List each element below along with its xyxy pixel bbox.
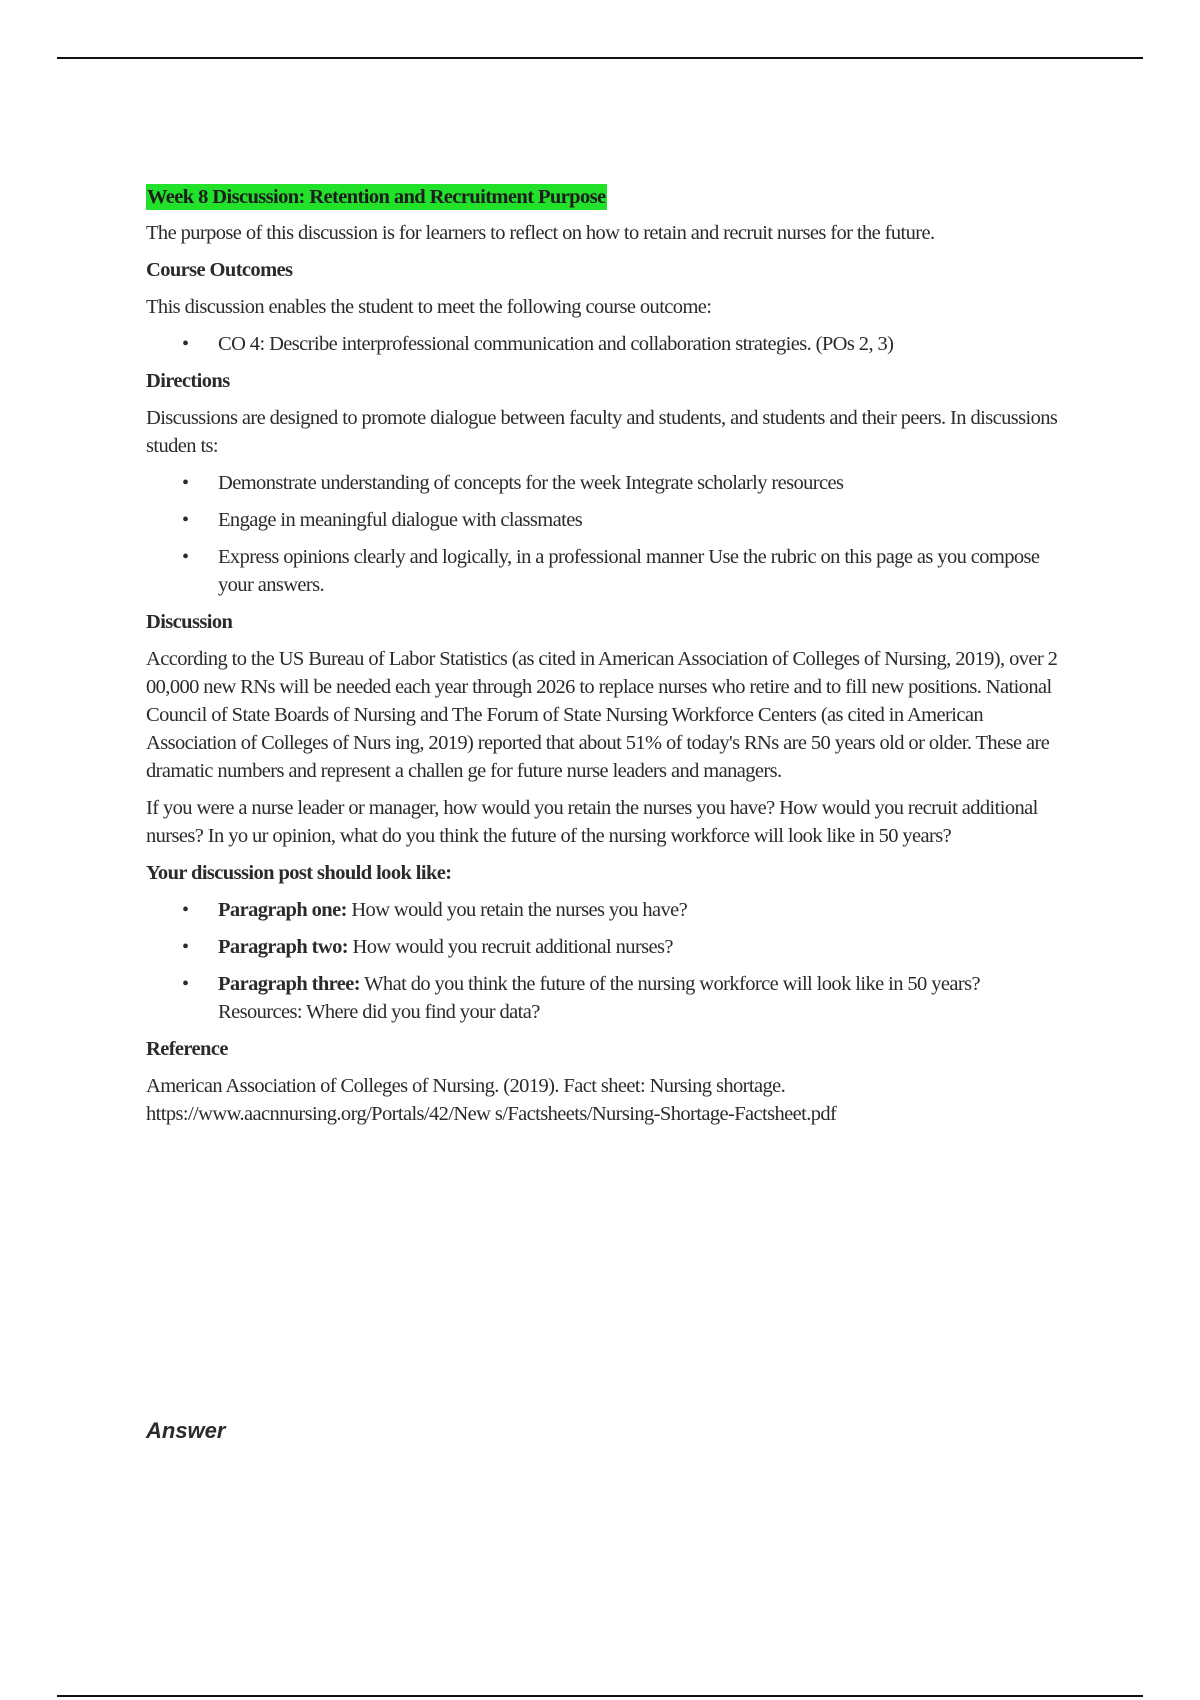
bottom-rule — [57, 1695, 1143, 1697]
discussion-paragraph-2: If you were a nurse leader or manager, how would you retain the nurses you have? How would you recruit additional nurses? In yo ur opinion, what do you think the future of the nursing workforce will look like in 50 years? — [146, 797, 1038, 847]
top-rule — [57, 57, 1143, 59]
list-item — [146, 543, 1066, 599]
purpose-text: The purpose of this discussion is for learners to reflect on how to retain and recruit nurses for the future. — [146, 222, 935, 244]
list-item — [146, 933, 1066, 961]
bullet-icon: • — [182, 509, 189, 531]
list-item-text: Engage in meaningful dialogue with classmates — [218, 509, 583, 531]
list-item-lead: Paragraph one: — [218, 899, 347, 921]
list-item — [146, 896, 1066, 924]
bullet-icon: • — [182, 546, 189, 568]
bullet-icon: • — [182, 333, 189, 355]
directions-text: Discussions are designed to promote dialogue between faculty and students, and students and their peers. In discussions studen ts: — [146, 407, 1058, 457]
post-format-list — [146, 896, 1066, 1026]
directions-list — [146, 469, 1066, 599]
reference-citation — [146, 1072, 1066, 1128]
course-outcomes-heading: Course Outcomes — [146, 259, 293, 281]
post-format-heading: Your discussion post should look like: — [146, 862, 452, 884]
list-item — [146, 330, 1066, 358]
bullet-icon: • — [182, 472, 189, 494]
list-item-lead: Paragraph three: — [218, 973, 361, 995]
list-item-text: How would you retain the nurses you have? — [346, 899, 688, 921]
list-item-text: Express opinions clearly and logically, in a professional manner Use the rubric on this page as you compose your answers. — [218, 546, 1040, 596]
document-body — [146, 183, 1066, 1128]
answer-label: Answer — [146, 1418, 226, 1443]
list-item — [146, 970, 1066, 1026]
list-item-text: How would you recruit additional nurses? — [347, 936, 673, 958]
course-outcomes-list — [146, 330, 1066, 358]
document-title: Week 8 Discussion: Retention and Recruitment Purpose — [147, 186, 606, 208]
course-outcomes-intro: This discussion enables the student to meet the following course outcome: — [146, 296, 712, 318]
list-item-lead: Paragraph two: — [218, 936, 348, 958]
list-item — [146, 506, 1066, 534]
bullet-icon: • — [182, 936, 189, 958]
discussion-paragraph-1: According to the US Bureau of Labor Statistics (as cited in American Association of Colleges of Nursing, 2019), over 2 00,000 new RNs will be needed each year through 2026 to replace nurses who retire and to fill new positions. National Council of State Boards of Nursing and The Forum of State Nursing Workforce Centers (as cited in American Association of Colleges of Nurs ing, 2019) reported that about 51% of today's RNs are 50 years old or older. These are dramatic numbers and represent a challen ge for future nurse leaders and managers. — [146, 648, 1058, 782]
reference-url: https://www.aacnnursing.org/Portals/42/New s/Factsheets/Nursing-Shortage-Factsheet.pdf — [146, 1103, 837, 1125]
list-item — [146, 469, 1066, 497]
reference-heading: Reference — [146, 1038, 228, 1060]
bullet-icon: • — [182, 973, 189, 995]
list-item-text: What do you think the future of the nursing workforce will look like in 50 years? Resources: Where did you find your data? — [218, 973, 980, 1023]
bullet-icon: • — [182, 899, 189, 921]
directions-heading: Directions — [146, 370, 230, 392]
reference-line-1: American Association of Colleges of Nursing. (2019). Fact sheet: Nursing shortage. — [146, 1075, 786, 1097]
list-item-text: Demonstrate understanding of concepts for the week Integrate scholarly resources — [218, 472, 844, 494]
discussion-heading: Discussion — [146, 611, 233, 633]
list-item-text: CO 4: Describe interprofessional communication and collaboration strategies. (POs 2, 3) — [218, 333, 894, 355]
